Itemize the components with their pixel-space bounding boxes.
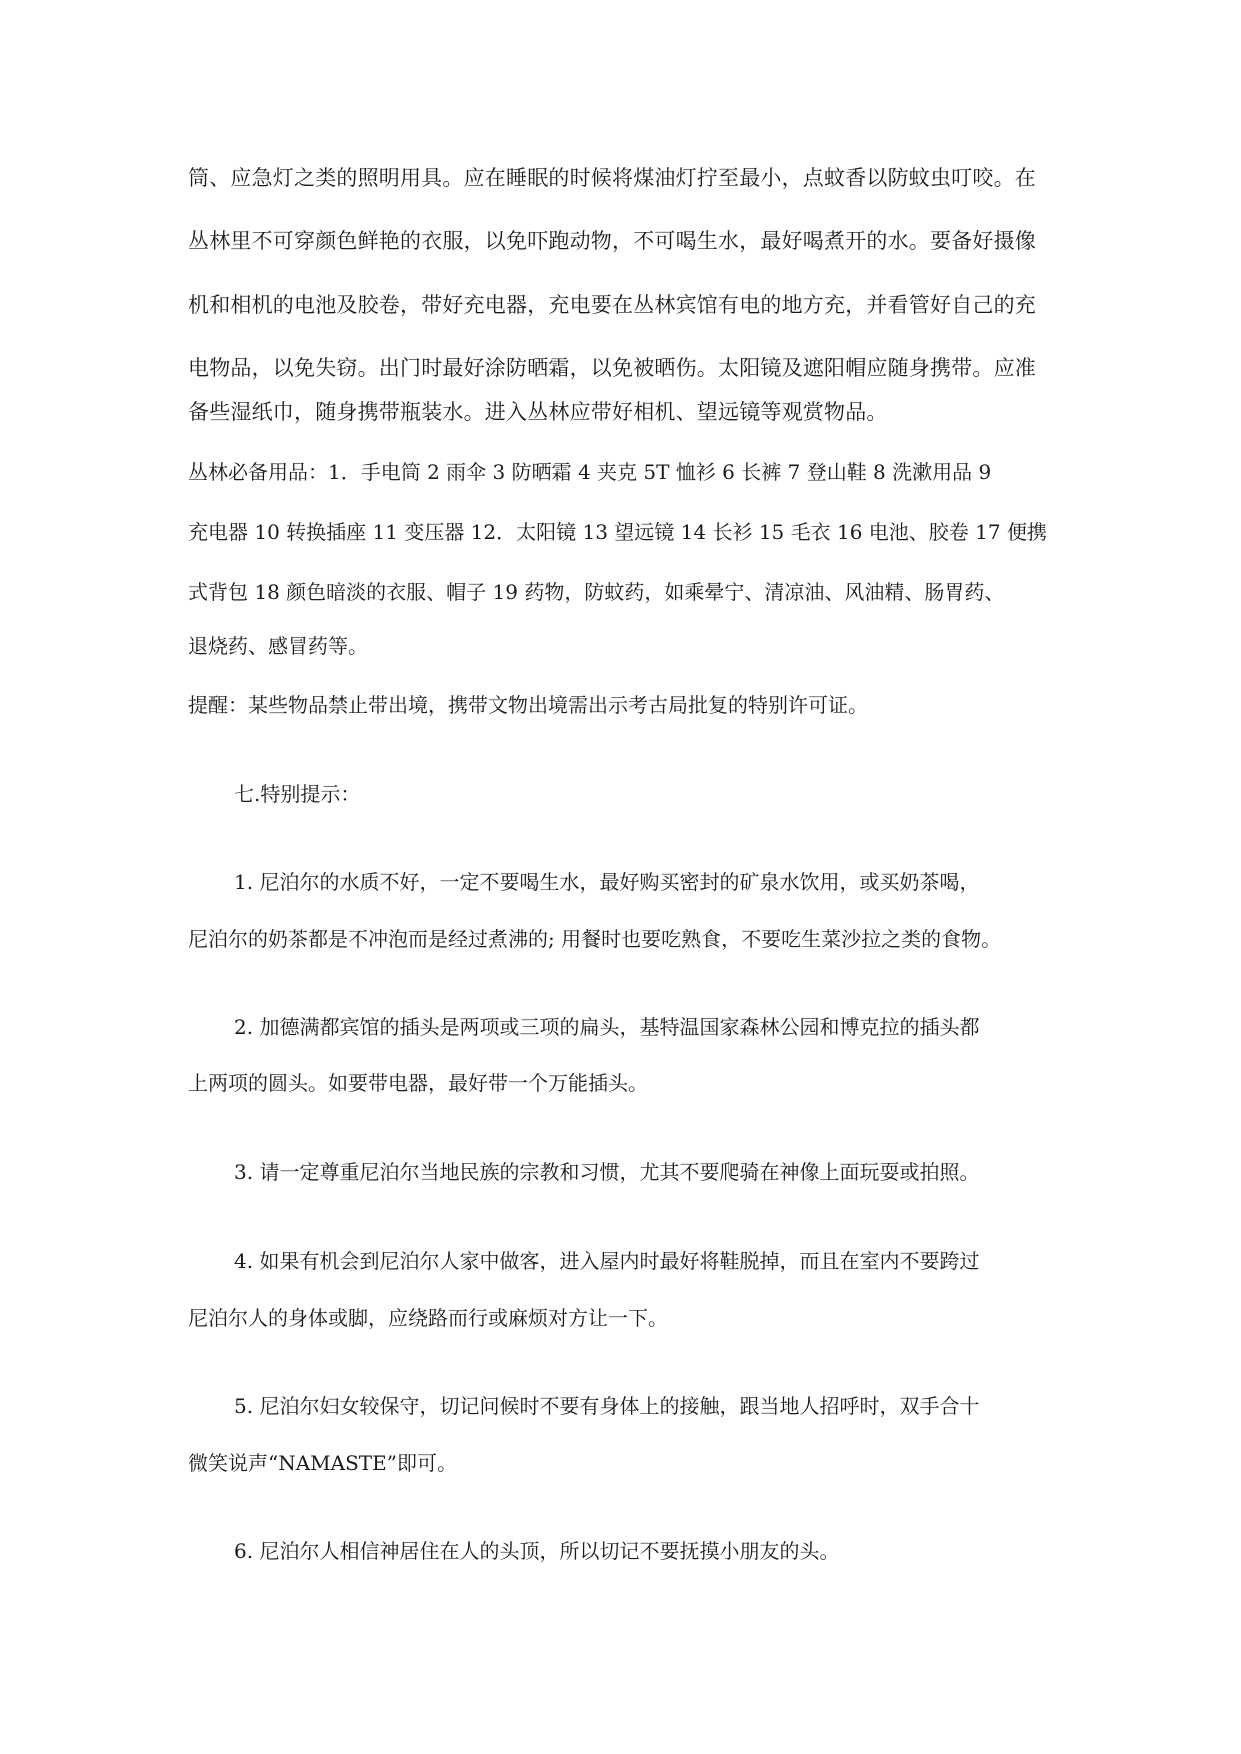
paragraph-line: 筒、应急灯之类的照明用具。应在睡眠的时候将煤油灯拧至最小，点蚊香以防蚊虫叮咬。在 [188,166,1036,190]
section-heading: 七.特别提示： [234,782,361,806]
tip-item-line: 4. 如果有机会到尼泊尔人家中做客，进入屋内时最好将鞋脱掉，而且在室内不要跨过 [234,1249,980,1273]
tip-item-line: 微笑说声“NAMASTE”即可。 [188,1451,457,1475]
tip-item-line: 1. 尼泊尔的水质不好，一定不要喝生水，最好购买密封的矿泉水饮用，或买奶茶喝， [234,870,980,894]
checklist-line: 式背包 18 颜色暗淡的衣服、帽子 19 药物，防蚊药，如乘晕宁、清凉油、风油精、肠胃药、 [188,580,1005,604]
checklist-line: 充电器 10 转换插座 11 变压器 12．太阳镜 13 望远镜 14 长衫 15 毛衣 16 电池、胶卷 17 便携 [188,520,1047,544]
tip-item-line: 2. 加德满都宾馆的插头是两项或三项的扁头，基特温国家森林公园和博克拉的插头都 [234,1015,980,1039]
tip-item-line: 尼泊尔的奶茶都是不冲泡而是经过煮沸的; 用餐时也要吃熟食，不要吃生菜沙拉之类的食物。 [188,927,1002,951]
paragraph-line: 机和相机的电池及胶卷，带好充电器，充电要在丛林宾馆有电的地方充，并看管好自己的充 [188,293,1036,317]
tip-item-line: 上两项的圆头。如要带电器，最好带一个万能插头。 [188,1071,648,1095]
tip-item-line: 尼泊尔人的身体或脚，应绕路而行或麻烦对方让一下。 [188,1306,668,1330]
tip-item-line: 6. 尼泊尔人相信神居住在人的头顶，所以切记不要抚摸小朋友的头。 [234,1539,840,1563]
tip-item-line: 3. 请一定尊重尼泊尔当地民族的宗教和习惯，尤其不要爬骑在神像上面玩耍或拍照。 [234,1160,980,1184]
reminder-line: 提醒：某些物品禁止带出境，携带文物出境需出示考古局批复的特别许可证。 [188,693,868,717]
checklist-line: 丛林必备用品：1．手电筒 2 雨伞 3 防晒霜 4 夹克 5T 恤衫 6 长裤 7 登山鞋 8 洗漱用品 9 [188,460,992,484]
tip-item-line: 5. 尼泊尔妇女较保守，切记问候时不要有身体上的接触，跟当地人招呼时，双手合十 [234,1394,980,1418]
paragraph-line: 丛林里不可穿颜色鲜艳的衣服，以免吓跑动物，不可喝生水，最好喝煮开的水。要备好摄像 [188,229,1036,253]
paragraph-line: 备些湿纸巾，随身携带瓶装水。进入丛林应带好相机、望远镜等观赏物品。 [188,400,888,424]
paragraph-line: 电物品，以免失窃。出门时最好涂防晒霜，以免被晒伤。太阳镜及遮阳帽应随身携带。应准 [188,356,1036,380]
checklist-line: 退烧药、感冒药等。 [188,634,368,658]
